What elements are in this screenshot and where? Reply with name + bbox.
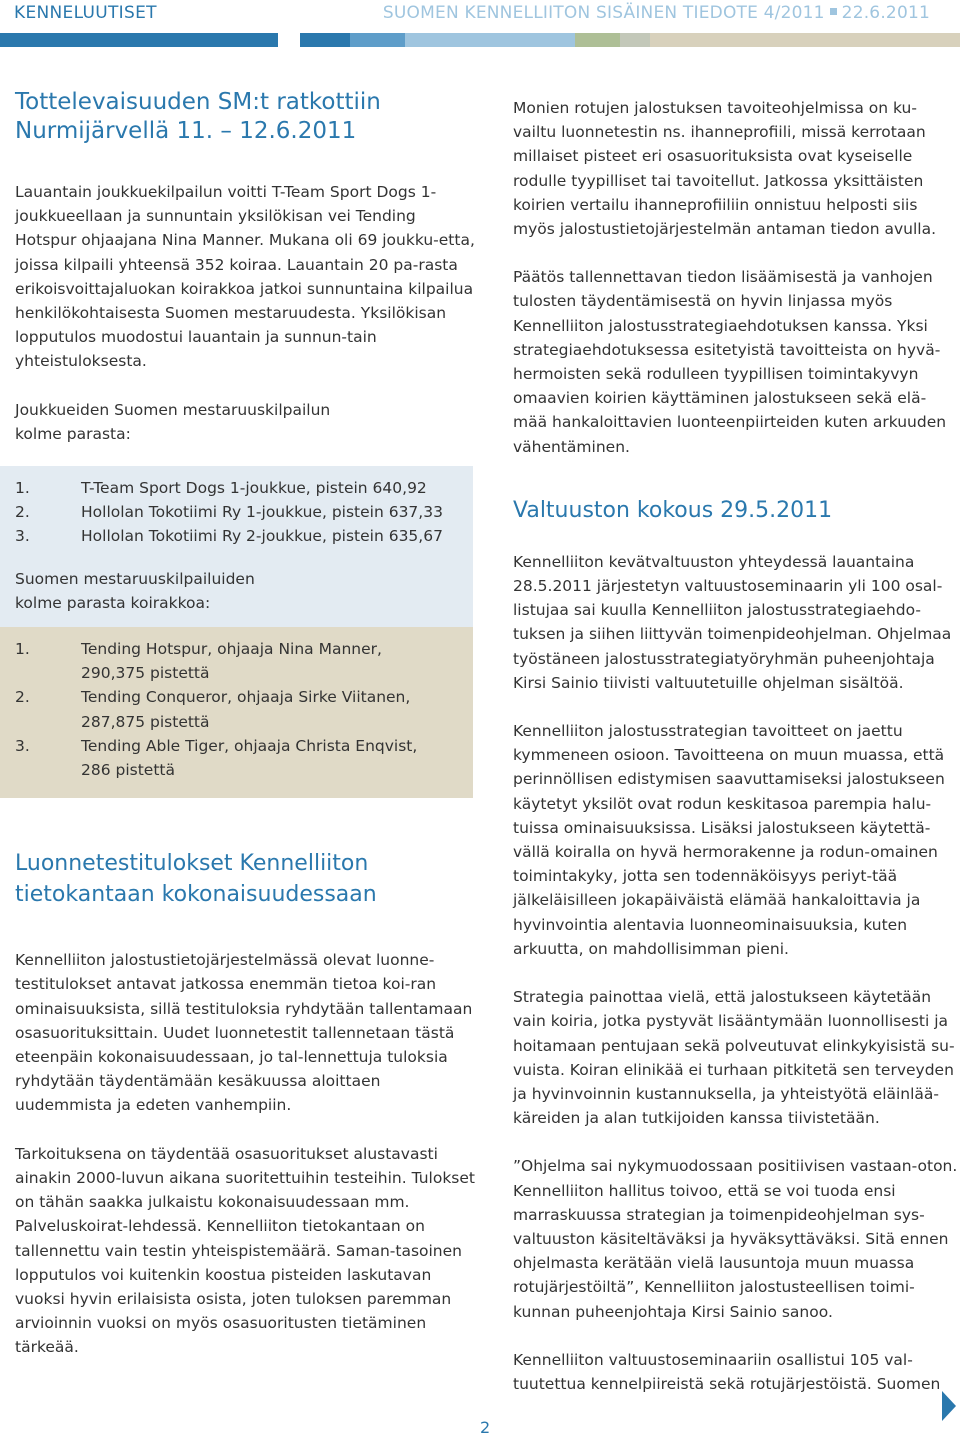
article-title-obedience: Tottelevaisuuden SM:t ratkottiin Nurmijärvellä 11. – 12.6.2011	[15, 89, 381, 144]
temperament-paragraph-4: Päätös tallennettavan tiedon lisäämisestä ja vanhojen tulosten täydentämisestä on hyvin linjassa myös Kennelliiton jalostusstrategiaehdotuksen kanssa. Yksi strategiaehdotuksessa esitetyistä tavoitteista on hyvä-hermoisten sekä rodulleen tyypillisen toimintakyvyn omaavien koirien käyttäminen jalostukseen sekä elä-mää hankaloittavien luonteenpiirteiden kuten arkuuden vähentäminen.	[513, 268, 947, 456]
teams-list	[15, 476, 473, 549]
header-color-bar	[0, 33, 960, 47]
council-paragraph-4: ”Ohjelma sai nykymuodossaan positiivisen vastaan-oton. Kennelliiton hallitus toivoo, että se voi tuoda ensi marraskuussa strategian ja toimenpideohjelman sys-valtuuston käsiteltäväksi ja hyväksyttäväksi. Sitä ennen ohjelmasta kerätään vielä lausuntoja muun muassa rotujärjestöiltä”, Kennelliiton jalostusteellisen toimi-kunnan puheenjohtaja Kirsi Sainio sanoo.	[513, 1157, 958, 1321]
results-box-individuals	[0, 627, 473, 798]
publication-date: 22.6.2011	[841, 3, 930, 23]
article-title-council: Valtuuston kokous 29.5.2011	[513, 497, 833, 523]
article-title-temperament: Luonnetestitulokset Kennelliiton tietokantaan kokonaisuudessaan	[15, 851, 377, 908]
left-column	[15, 88, 475, 1360]
council-paragraph-5: Kennelliiton valtuustoseminaariin osallistui 105 val-tuutettua kennelpiireistä sekä rotujärjestöistä. Suomen	[513, 1350, 941, 1393]
list-item: 1. Tending Hotspur, ohjaaja Nina Manner, 290,375 pistettä	[15, 640, 382, 683]
temperament-paragraph-3: Monien rotujen jalostuksen tavoiteohjelmissa on ku-vailtu luonnetestin ns. ihanneprofiili, missä kerrotaan millaiset pisteet eri osasuorituksista ovat kyseiselle rodulle tyypilliset tai tavoitellut. Jatkossa yksittäisten koirien vertailu ihanneprofiiliin onnistuu helposti siis myös jalostustietojärjestelmän antaman tiedon avulla.	[513, 99, 937, 239]
list-item: 3. Tending Able Tiger, ohjaaja Christa Enqvist, 286 pistettä	[15, 736, 418, 780]
page-number: 2	[480, 1418, 491, 1437]
publication-name: SUOMEN KENNELLIITON SISÄINEN TIEDOTE 4/2011	[382, 3, 825, 23]
council-paragraph-2: Kennelliiton jalostusstrategian tavoitteet on jaettu kymmeneen osioon. Tavoitteena on muun muassa, että perinnöllisen edistymisen saavuttamiseksi jalostukseen käytetyt yksilöt ovat rodun keskitasoa parempia halu-tuissa ominaisuuksissa. Lisäksi jalostukseen käytettä-vällä koiralla on hyvä hermorakenne ja rodun-omainen toimintakyky, jotta sen todennäköisyys periyt-tää jälkeläisilleen jokapäiväistä elämää hankaloittavia ja hyvinvointia alentavia luonneominaisuuksia, kuten arkuutta, on mahdollisimman pieni.	[513, 722, 945, 958]
individuals-list	[15, 637, 473, 782]
list-item: 1. T-Team Sport Dogs 1-joukkue, pistein 640,92	[15, 479, 427, 498]
section-label: KENNELUUTISET	[14, 3, 157, 23]
article-intro: Lauantain joukkuekilpailun voitti T-Team Sport Dogs 1-joukkueellaan ja sunnuntain yksilökisan vei Tending Hotspur ohjaajana Nina Manner. Mukana oli 69 joukku-etta, joissa kilpaili yhteensä 352 koiraa. Lauantain 20 pa-rasta erikoisvoittajaluokan koirakkoa jatkoi sunnuntaina kilpailua henkilökohtaisesta Suomen mestaruudesta. Yksilökisan lopputulos muodostui lauantain ja sunnun-tain yhteistuloksesta.	[15, 183, 475, 371]
list-item: 2. Hollolan Tokotiimi Ry 1-joukkue, pistein 637,33	[15, 503, 443, 522]
right-column	[513, 96, 958, 1396]
results-box-teams	[0, 466, 473, 627]
temperament-paragraph-1: Kennelliiton jalostustietojärjestelmässä olevat luonne-testitulokset antavat jatkossa enemmän tietoa koi-ran ominaisuuksista, sillä testituloksia ryhdytään tallentamaan osasuorituksittain. Uudet luonnetestit tallennetaan tästä eteenpäin kokonaisuudessaan, jo tal-lennettuja tuloksia ryhdytään täydentämään kesäkuussa aloittaen uudemmista ja edeten vanhempiin.	[15, 951, 473, 1115]
next-page-arrow-icon[interactable]	[942, 1391, 956, 1421]
publication-info	[383, 3, 930, 23]
temperament-paragraph-2: Tarkoituksena on täydentää osasuoritukset alustavasti ainakin 2000-luvun aikana suoritettuihin testeihin. Tulokset on tähän saakka julkaistu kokonaisuudessaan mm. Palveluskoirat-lehdessä. Kennelliiton tietokantaan on tallennettu vain testin yhteispistemäärä. Saman-tasoinen lopputulos voi kuitenkin koostua pisteiden laskutavan vuoksi hyvin erilaisista osista, joten tuloksen paremman arvioinnin vuoksi on myös osasuoritusten tietäminen tärkeää.	[15, 1144, 475, 1357]
council-paragraph-1: Kennelliiton kevätvaltuuston yhteydessä lauantaina 28.5.2011 järjestetyn valtuustoseminaarin yli 100 osal-listujaa sai kuulla Kennelliiton jalostusstrategiaehdo-tuksen ja siihen liittyvän toimenpideohjelman. Ohjelmaa työstäneen jalostusstrategiatyöryhmän puheenjohtaja Kirsi Sainio tiivisti valtuutetuille ohjelman sisältöä.	[513, 552, 952, 692]
list-item: 3. Hollolan Tokotiimi Ry 2-joukkue, pistein 635,67	[15, 527, 443, 546]
individuals-heading: Suomen mestaruuskilpailuiden kolme parasta koirakkoa:	[15, 569, 255, 612]
list-item: 2. Tending Conqueror, ohjaaja Sirke Viitanen, 287,875 pistettä	[15, 688, 411, 731]
council-paragraph-3: Strategia painottaa vielä, että jalostukseen käytetään vain koiria, jotka pystyvät lisääntymään luonnollisesti ja hoitamaan pentujaan sekä polveutuvat elinkykyisistä su-vuista. Koiran elinikää ei turhaan pitkitetä sen terveyden ja hyvinvoinnin kustannuksella, ja yhteistyötä eläinlää-käreiden ja alan tutkijoiden kanssa tiivistetään.	[513, 988, 955, 1128]
teams-heading: Joukkueiden Suomen mestaruuskilpailun kolme parasta:	[15, 400, 331, 443]
square-separator-icon	[830, 8, 837, 15]
